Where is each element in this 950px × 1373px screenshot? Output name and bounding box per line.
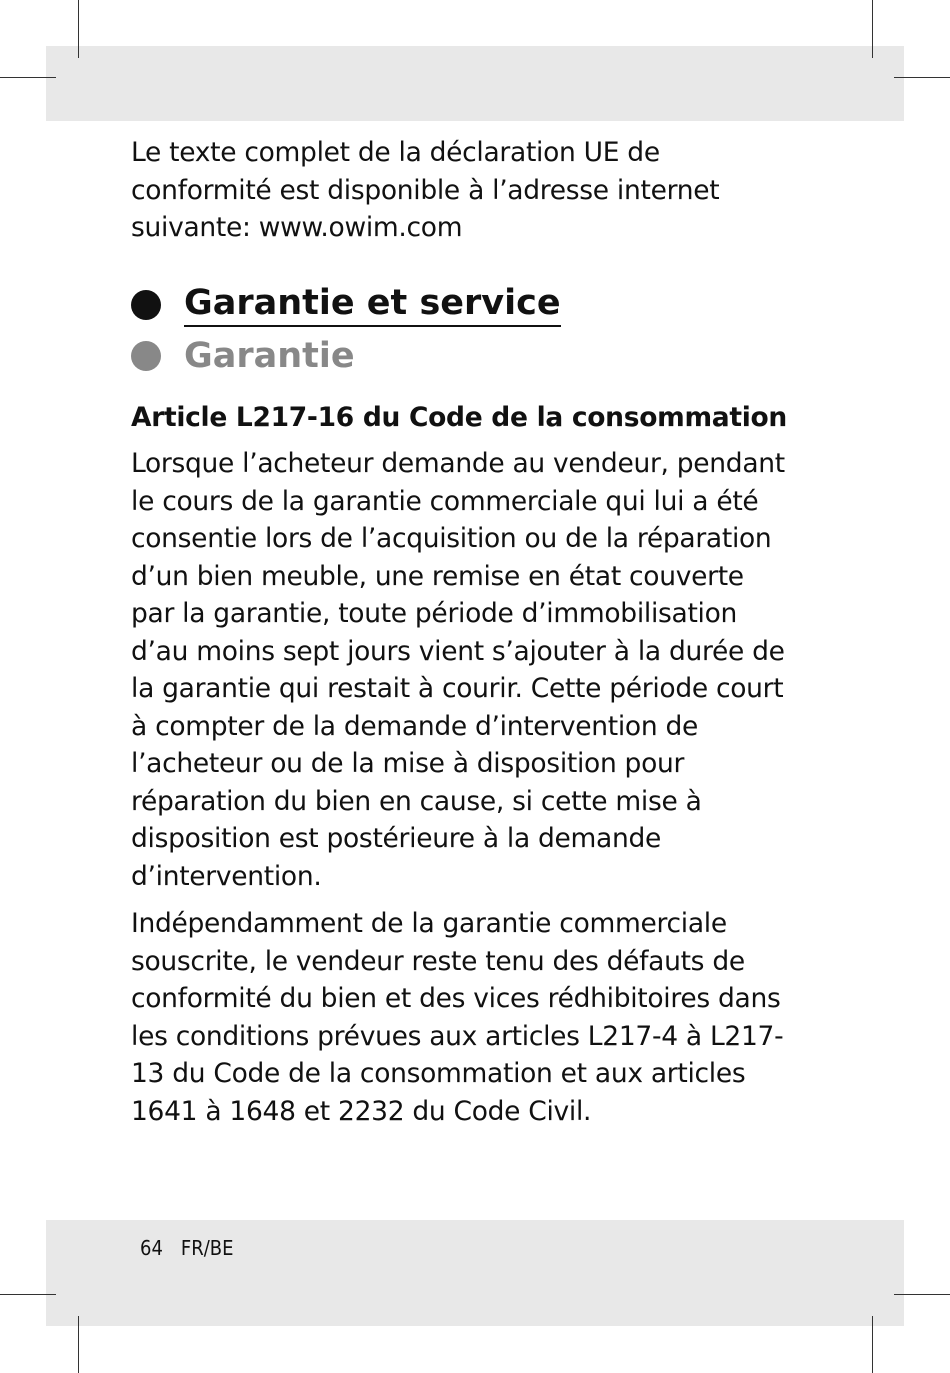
- crop-mark: [894, 77, 950, 78]
- intro-paragraph: Le texte complet de la déclaration UE de conformité est disponible à l’adresse internet suivante: www.owim.com: [131, 137, 720, 243]
- crop-mark: [872, 0, 873, 58]
- paragraph-2: Indépendamment de la garantie commerciale souscrite, le vendeur reste tenu des défauts de conformité du bien et des vices rédhibitoires dans les conditions prévues aux articles L217-4 à L217-13 du Code de la consommation et aux articles 1641 à 1648 et 2232 du Code Civil.: [131, 908, 784, 1127]
- bullet-icon: [131, 290, 161, 320]
- crop-mark: [0, 77, 56, 78]
- header-band: [46, 46, 904, 121]
- section-heading-text: Garantie et service: [184, 283, 561, 327]
- article-title: Article L217-16 du Code de la consommation: [131, 401, 787, 433]
- sub-heading: [131, 331, 791, 381]
- bullet-icon: [131, 341, 161, 371]
- crop-mark: [78, 1316, 79, 1373]
- page-footer: [140, 1236, 252, 1260]
- crop-mark: [894, 1294, 950, 1295]
- crop-mark: [78, 0, 79, 58]
- sub-heading-text: Garantie: [184, 335, 355, 376]
- crop-mark: [872, 1316, 873, 1373]
- section-heading: [131, 283, 791, 327]
- crop-mark: [0, 1294, 56, 1295]
- locale-label: FR/BE: [180, 1236, 234, 1260]
- page-number: 64: [140, 1236, 163, 1260]
- paragraph-1: Lorsque l’acheteur demande au vendeur, pendant le cours de la garantie commerciale qui lui a été consentie lors de l’acquisition ou de la réparation d’un bien meuble, une remise en état couverte par la garantie, toute période d’immobilisation d’au moins sept jours vient s’ajouter à la durée de la garantie qui restait à courir. Cette période court à compter de la demande d’intervention de l’acheteur ou de la mise à disposition pour réparation du bien en cause, si cette mise à disposition est postérieure à la demande d’intervention.: [131, 448, 785, 892]
- page-content: [131, 134, 791, 1130]
